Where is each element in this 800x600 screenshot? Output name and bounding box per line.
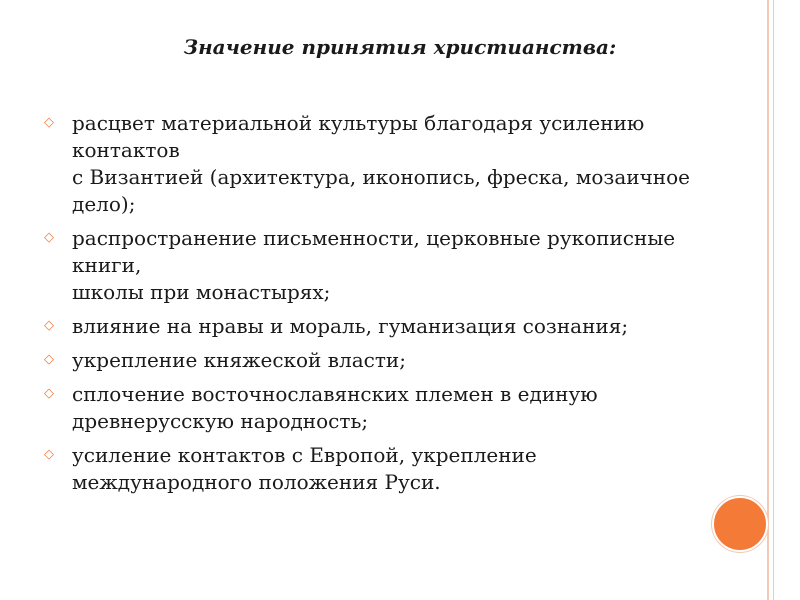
- list-item-line: усиление контактов с Европой, укрепление: [72, 443, 537, 467]
- list-item-line: с Византией (архитектура, иконопись, фреска, мозаичное: [72, 165, 691, 189]
- bullet-icon: ◇: [44, 318, 54, 333]
- list-item: [44, 347, 734, 374]
- list-item: [44, 225, 734, 306]
- list-item: [44, 381, 734, 435]
- bullet-list: [44, 110, 734, 503]
- list-item-line: школы при монастырях;: [72, 280, 331, 304]
- bullet-icon: ◇: [44, 352, 54, 367]
- list-item-line: книги,: [72, 253, 142, 277]
- list-item-line: дело);: [72, 192, 136, 216]
- bullet-icon: ◇: [44, 386, 54, 401]
- bullet-icon: ◇: [44, 115, 54, 130]
- list-item-line: сплочение восточнославянских племен в единую: [72, 382, 598, 406]
- decorative-border: [767, 0, 769, 600]
- decorative-border-thin: [773, 0, 774, 600]
- list-item-line: распространение письменности, церковные рукописные: [72, 226, 676, 250]
- list-item-line: международного положения Руси.: [72, 470, 441, 494]
- list-item-line: расцвет материальной культуры благодаря усилению: [72, 111, 645, 135]
- list-item-line: влияние на нравы и мораль, гуманизация сознания;: [72, 314, 629, 338]
- slide-title: Значение принятия христианства:: [183, 35, 617, 59]
- bullet-icon: ◇: [44, 447, 54, 462]
- list-item: [44, 442, 734, 496]
- list-item: [44, 110, 734, 218]
- list-item-line: древнерусскую народность;: [72, 409, 369, 433]
- list-item-line: укрепление княжеской власти;: [72, 348, 406, 372]
- list-item-line: контактов: [72, 138, 180, 162]
- decorative-circle: [712, 496, 768, 552]
- bullet-icon: ◇: [44, 230, 54, 245]
- list-item: [44, 313, 734, 340]
